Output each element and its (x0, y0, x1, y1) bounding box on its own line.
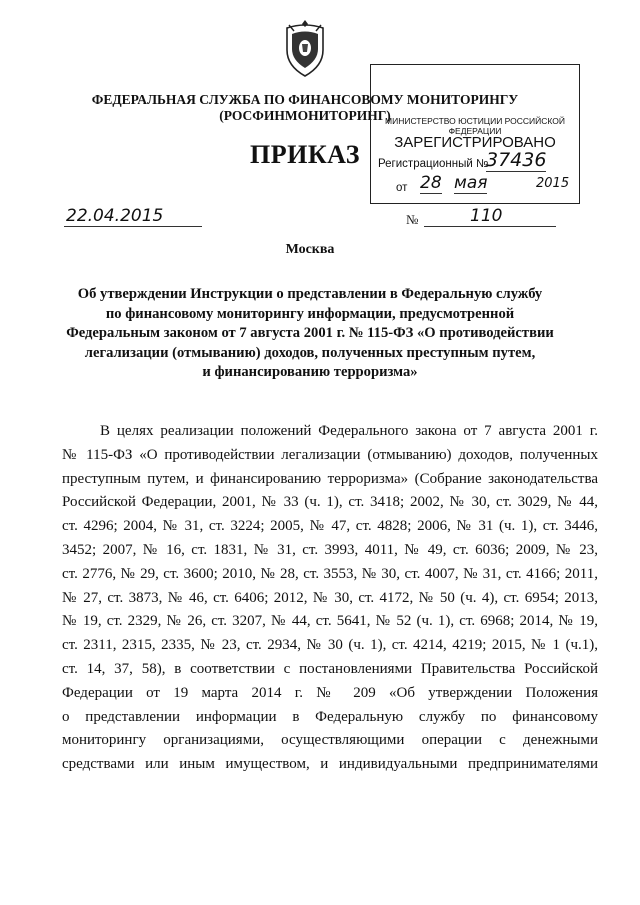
agency-abbreviation: (РОСФИНМОНИТОРИНГ) (219, 108, 391, 123)
body-line: № 27, ст. 3873, № 46, ст. 6406; 2012, № 30, ст. 4172, № 50 (ч. 4), ст. 6954; 2013, (62, 589, 598, 606)
stamp-status: ЗАРЕГИСТРИРОВАНО (394, 134, 556, 151)
order-date: 22.04.2015 (66, 206, 164, 226)
number-underline (424, 226, 556, 227)
heading-line: легализации (отмыванию) доходов, полученных преступным путем, (84, 344, 536, 361)
agency-name: ФЕДЕРАЛЬНАЯ СЛУЖБА ПО ФИНАНСОВОМУ МОНИТОРИНГУ (91, 92, 519, 107)
heading-line: по финансовому мониторингу информации, предусмотренной (105, 305, 515, 322)
body-line: Федерации от 19 марта 2014 г. № 209 «Об утверждении Положения (62, 684, 598, 701)
number-sign: № (406, 212, 419, 227)
stamp-ministry: МИНИСТЕРСТВО ЮСТИЦИИ РОССИЙСКОЙ ФЕДЕРАЦИИ (385, 116, 565, 136)
coat-of-arms-emblem (280, 14, 330, 80)
body-paragraph (62, 420, 598, 777)
date-underline (64, 226, 202, 227)
body-line: № 19, ст. 2329, № 26, ст. 3207, № 44, ст. 5641, № 52 (ч. 1), ст. 6968; 2014, № 19, (62, 613, 598, 630)
body-line: Российской Федерации, 2001, № 33 (ч. 1), ст. 3418; 2002, № 30, ст. 3029, № 44, (62, 494, 598, 511)
stamp-registration-number: 37436 (486, 149, 547, 171)
body-line: преступным путем, и финансированию терроризма» (Собрание законодательства (62, 470, 598, 487)
body-line: 3452; 2007, № 16, ст. 1831, № 31, ст. 3993, 4011, № 49, ст. 6036; 2009, № 23, (62, 541, 598, 558)
body-line: ст. 2776, № 29, ст. 3600; 2010, № 28, ст. 3553, № 30, ст. 4007, № 31, ст. 4166; 2011, (62, 565, 598, 582)
body-line: о представлении информации в Федеральную службу по финансовому (62, 708, 598, 725)
stamp-year: 2015 (536, 176, 570, 191)
body-line: № 115-ФЗ «О противодействии легализации (отмыванию) доходов, полученных (62, 446, 598, 463)
body-line: средствами или иным имуществом, и индивидуальными предпринимателями (62, 756, 598, 773)
body-line: ст. 14, 37, 58), в соответствии с постановлениями Правительства Российской (62, 660, 598, 677)
body-line: ст. 4296; 2004, № 31, ст. 3224; 2005, № 47, ст. 4828; 2006, № 31 (ч. 1), ст. 3446, (62, 518, 598, 535)
body-line: ст. 2311, 2315, 2335, № 23, ст. 2934, № 30 (ч. 1), ст. 4214, 4219; 2015, № 1 (ч.1), (62, 637, 598, 654)
heading-line: Федеральным законом от 7 августа 2001 г. № 115-ФЗ «О противодействии (66, 325, 554, 341)
document-type-title: ПРИКАЗ (250, 140, 361, 169)
order-number: 110 (470, 206, 503, 226)
stamp-month: мая (454, 173, 488, 193)
heading-line: Об утверждении Инструкции о представлении в Федеральную службу (77, 286, 543, 302)
city: Москва (285, 242, 335, 257)
stamp-from-label: от (396, 182, 408, 194)
heading-line: и финансированию терроризма» (202, 364, 418, 380)
order-heading (60, 285, 560, 383)
body-line: В целях реализации положений Федерального закона от 7 августа 2001 г. (100, 423, 598, 439)
stamp-day: 28 (420, 173, 442, 193)
stamp-registration-label: Регистрационный № (378, 158, 489, 170)
body-line: мониторингу организациями, осуществляющими операции с денежными (62, 732, 598, 749)
